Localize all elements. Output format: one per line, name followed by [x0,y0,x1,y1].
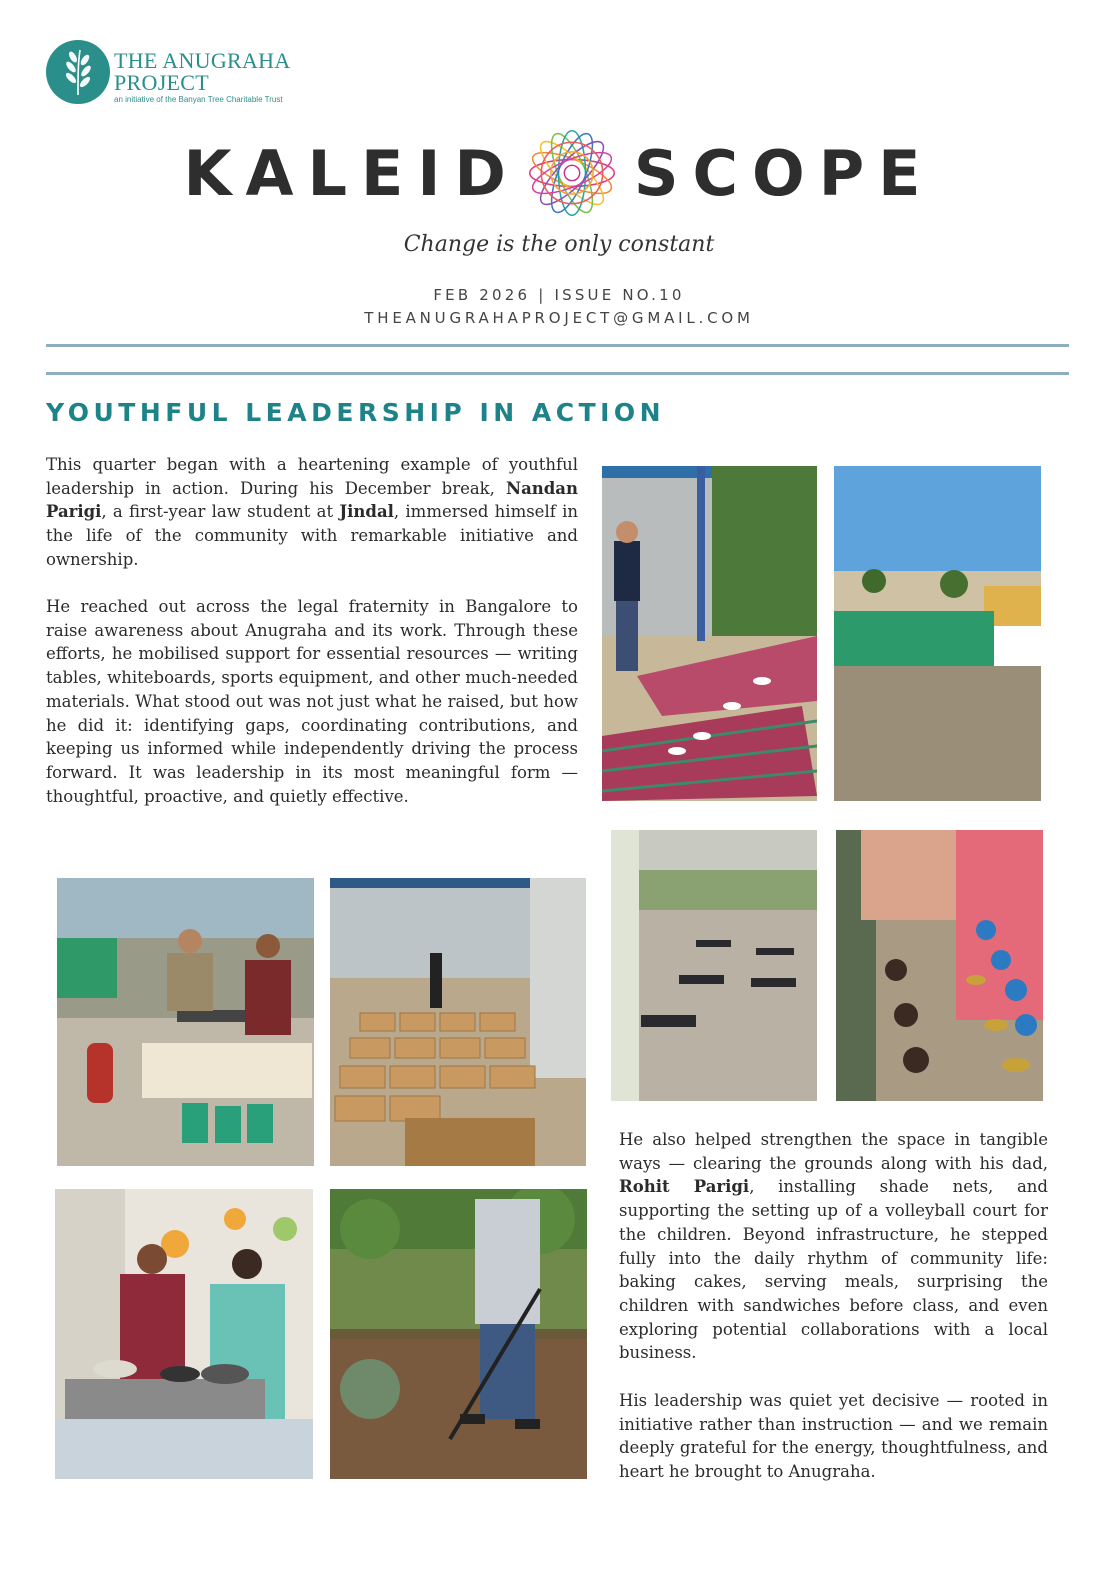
paragraph-1-text-e: , immersed himself in the life of the community with remarkable initiative and ownership. [46,502,578,569]
name-nandan-parigi: Nandan Parigi [46,478,578,522]
photo-boy-on-mats [602,466,817,801]
article-heading: YOUTHFUL LEADERSHIP IN ACTION [46,398,666,427]
paragraph-3-text-c: , installing shade nets, and supporting the setting up of a volleyball court for the children. Beyond infrastructure, he stepped fully into the daily rhythm of community life: baking cakes, serving meals, surprising the children with sandwiches before class, and even exploring potential collaborations with a local business. [619,1177,1048,1363]
logo-subtitle: an initiative of the Banyan Tree Charitable Trust [114,95,283,104]
leaf-icon [46,40,110,104]
masthead-word-right: SCOPE [633,136,935,210]
logo-title-line2: PROJECT [114,70,210,95]
paragraph-1-text-c: , a first-year law student at [101,502,340,522]
divider-top [46,344,1069,347]
photo-supply-boxes [330,878,586,1166]
photo-cooking-station [57,878,314,1166]
logo-title-line1: THE ANUGRAHA [114,48,291,73]
paragraph-1 [46,453,578,572]
name-jindal: Jindal [339,502,394,522]
kaleidoscope-mandala-icon [524,125,620,221]
issue-line: FEB 2026 | ISSUE NO.10 [433,286,685,304]
paragraph-3 [619,1128,1048,1365]
paragraph-3-text-a: He also helped strengthen the space in tangible ways — clearing the grounds along with his dad, [619,1130,1048,1173]
photo-women-cooking [55,1189,313,1479]
photo-cleared-ground [834,466,1041,801]
name-rohit-parigi: Rohit Parigi [619,1177,750,1197]
photo-children-eating [836,830,1043,1101]
photo-gardening [330,1189,587,1479]
photo-folding-tables [611,830,817,1101]
logo-title [114,50,291,94]
paragraph-2: He reached out across the legal fraternity in Bangalore to raise awareness about Anugraha and its work. Through these efforts, he mobilised support for essential resources — writing tables, whiteboards, sports equipment, and other much-needed materials. What stood out was not just what he raised, but how he did it: identifying gaps, coordinating contributions, and keeping us informed while independently driving the process forward. It was leadership in its most meaningful form — thoughtful, proactive, and quietly effective. [46,597,578,806]
paragraph-4: His leadership was quiet yet decisive — rooted in initiative rather than instruction — and we remain deeply grateful for the energy, thoughtfulness, and heart he brought to Anugraha. [619,1391,1048,1482]
paragraph-1-text-a: This quarter began with a heartening example of youthful leadership in action. During his December break, [46,455,578,498]
divider-bottom [46,372,1069,375]
masthead-word-left: KALEID [183,136,520,210]
contact-email[interactable]: THEANUGRAHAPROJECT@GMAIL.COM [364,309,754,327]
tagline: Change is the only constant [403,232,715,257]
masthead [0,118,1118,228]
logo [46,40,346,110]
